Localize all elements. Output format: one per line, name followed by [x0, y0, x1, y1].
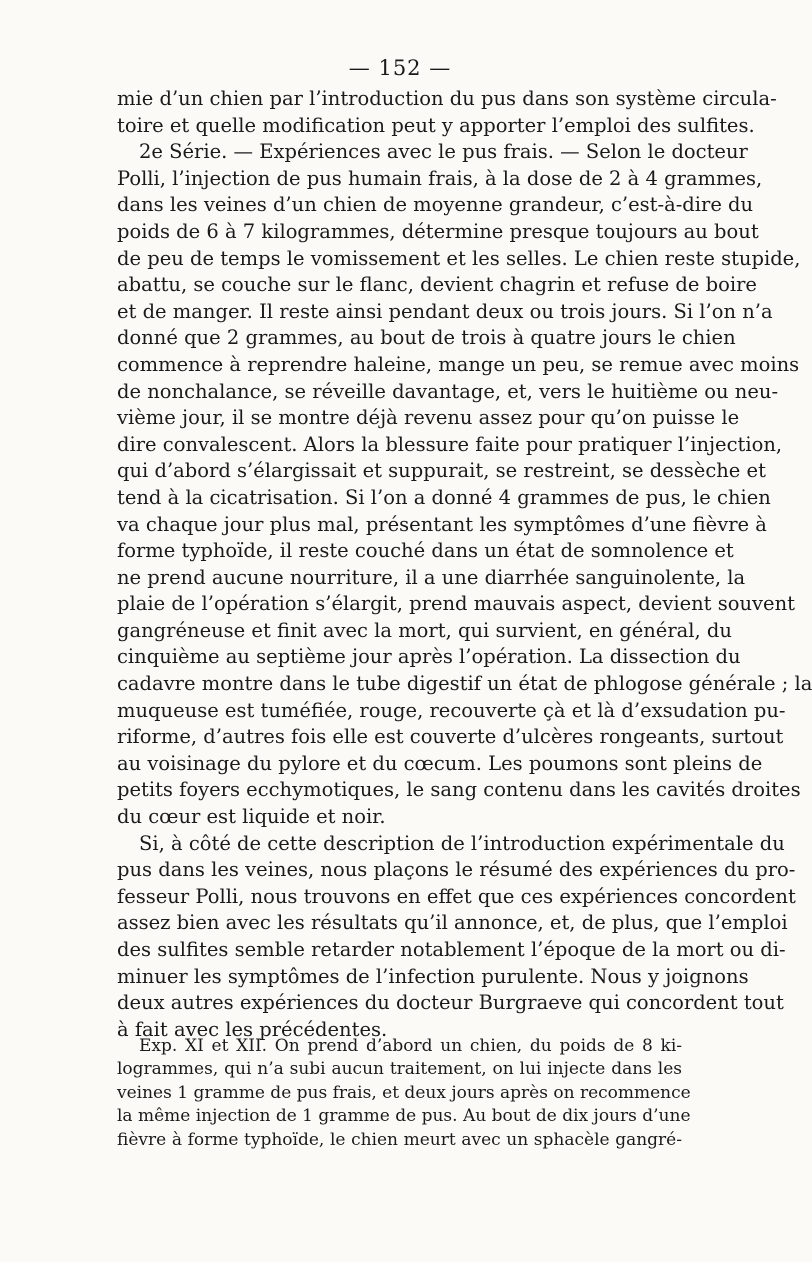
text-line: et de manger. Il reste ainsi pendant deux ou trois jours. Si l’on n’a — [117, 299, 773, 323]
text-line: Polli, l’injection de pus humain frais, à la dose de 2 à 4 grammes, — [117, 166, 763, 190]
text-line: riforme, d’autres fois elle est couverte d’ulcères rongeants, surtout — [117, 725, 784, 749]
text-line: minuer les symptômes de l’infection purulente. Nous y joignons — [117, 964, 749, 988]
text-line: fesseur Polli, nous trouvons en effet que ces expériences concordent — [117, 884, 796, 908]
text-line: deux autres expériences du docteur Burgraeve qui concordent tout — [117, 991, 784, 1015]
experiment-line: veines 1 gramme de pus frais, et deux jours après on recommence — [117, 1082, 691, 1103]
text-line: de nonchalance, se réveille davantage, et, vers le huitième ou neu- — [117, 379, 779, 403]
text-line: assez bien avec les résultats qu’il annonce, et, de plus, que l’emploi — [117, 911, 788, 935]
text-line: muqueuse est tuméfiée, rouge, recouverte çà et là d’exsudation pu- — [117, 698, 786, 722]
text-line: de peu de temps le vomissement et les selles. Le chien reste stupide, — [117, 246, 801, 270]
text-line: forme typhoïde, il reste couché dans un état de somnolence et — [117, 539, 734, 563]
text-line: commence à reprendre haleine, mange un peu, se remue avec moins — [117, 352, 800, 376]
text-line: gangréneuse et finit avec la mort, qui survient, en général, du — [117, 618, 732, 642]
text-line: Si, à côté de cette description de l’introduction expérimentale du — [139, 831, 785, 855]
text-line: qui d’abord s’élargissait et suppurait, se restreint, se dessèche et — [117, 459, 766, 483]
text-line: donné que 2 grammes, au bout de trois à quatre jours le chien — [117, 326, 736, 350]
text-line: dans les veines d’un chien de moyenne grandeur, c’est-à-dire du — [117, 193, 754, 217]
experiment-text — [117, 1035, 691, 1152]
text-line: petits foyers ecchymotiques, le sang contenu dans les cavités droites — [117, 778, 801, 802]
text-line: pus dans les veines, nous plaçons le résumé des expériences du pro- — [117, 858, 796, 882]
text-line: cinquième au septième jour après l’opération. La dissection du — [117, 645, 741, 669]
text-line: cadavre montre dans le tube digestif un état de phlogose générale ; la — [117, 672, 812, 696]
body-text — [117, 86, 812, 1043]
experiment-line: fièvre à forme typhoïde, le chien meurt avec un sphacèle gangré- — [117, 1129, 682, 1150]
text-line: abattu, se couche sur le flanc, devient chagrin et refuse de boire — [117, 273, 757, 297]
text-line: poids de 6 à 7 kilogrammes, détermine presque toujours au bout — [117, 219, 759, 243]
experiment-line: la même injection de 1 gramme de pus. Au bout de dix jours d’une — [117, 1106, 691, 1127]
text-line: du cœur est liquide et noir. — [117, 805, 386, 829]
experiment-line: logrammes, qui n’a subi aucun traitement, on lui injecte dans les — [117, 1059, 682, 1080]
text-line: dire convalescent. Alors la blessure faite pour pratiquer l’injection, — [117, 432, 783, 456]
text-line: va chaque jour plus mal, présentant les symptômes d’une fièvre à — [117, 512, 767, 536]
text-line: au voisinage du pylore et du cœcum. Les poumons sont pleins de — [117, 751, 763, 775]
text-line: à fait avec les précédentes. — [117, 1017, 388, 1041]
text-line: 2e Série. — Expériences avec le pus frais. — Selon le docteur — [139, 140, 748, 164]
text-line: vième jour, il se montre déjà revenu assez pour qu’on puisse le — [117, 406, 740, 430]
experiment-line: Exp. XI et XII. On prend d’abord un chien, du poids de 8 ki- — [139, 1036, 682, 1056]
text-line: ne prend aucune nourriture, il a une diarrhée sanguinolente, la — [117, 565, 746, 589]
text-line: des sulfites semble retarder notablement l’époque de la mort ou di- — [117, 938, 786, 961]
text-line: plaie de l’opération s’élargit, prend mauvais aspect, devient souvent — [117, 592, 795, 616]
page-number: — 152 — — [348, 56, 452, 80]
text-line: tend à la cicatrisation. Si l’on a donné 4 grammes de pus, le chien — [117, 485, 771, 509]
text-line: mie d’un chien par l’introduction du pus dans son système circula- — [117, 87, 777, 110]
text-line: toire et quelle modification peut y apporter l’emploi des sulfites. — [117, 113, 755, 137]
